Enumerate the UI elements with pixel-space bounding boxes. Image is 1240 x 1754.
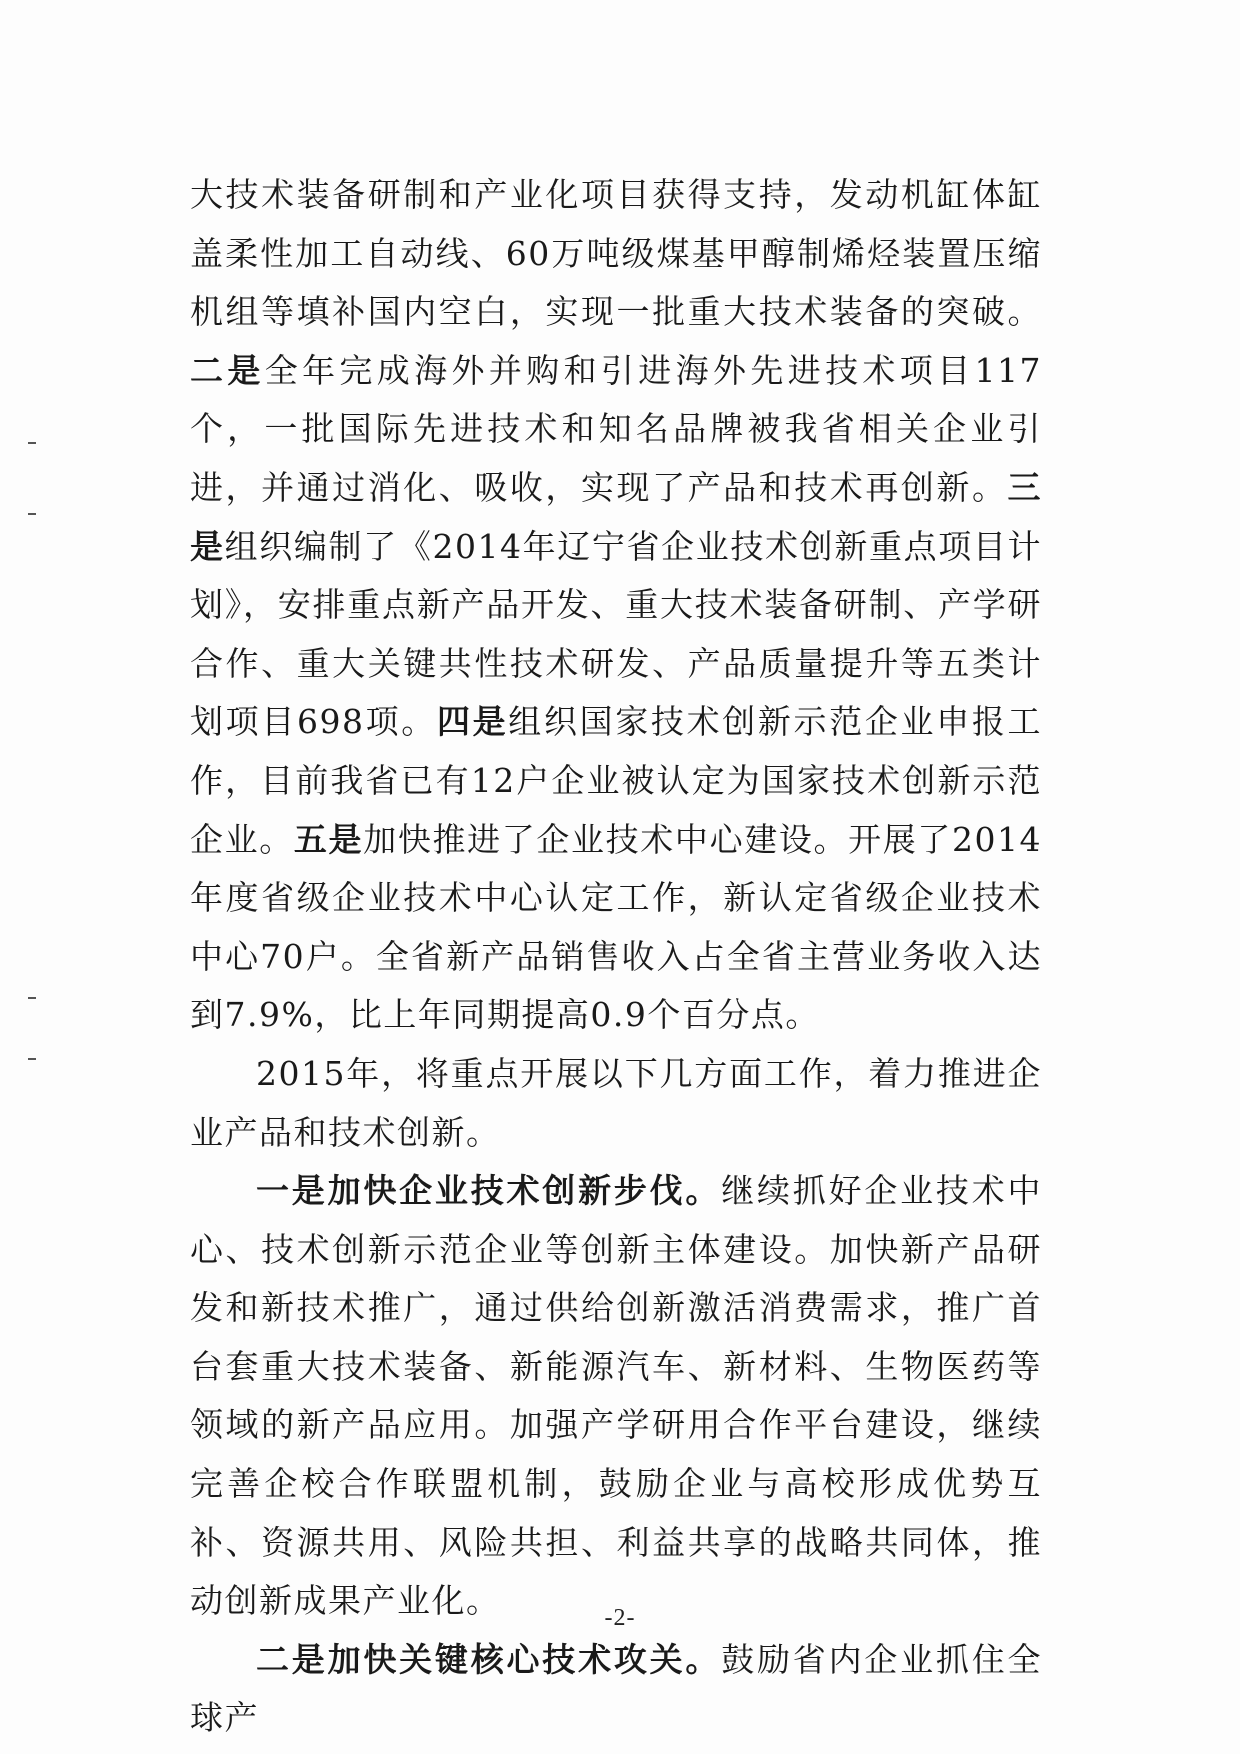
paragraph xyxy=(190,166,1042,1045)
text-run: 大技术装备研制和产业化项目获得支持，发动机缸体缸盖柔性加工自动线、60万吨级煤基甲醇制烯烃装置压缩机组等填补国内空白，实现一批重大技术装备的突破。 xyxy=(190,175,1042,332)
paragraph xyxy=(190,1045,1042,1162)
scan-margin-mark xyxy=(28,997,36,999)
scan-margin-mark xyxy=(28,1058,36,1060)
paragraph xyxy=(190,1162,1042,1631)
text-run: 鼓励省内企业抓住全球产 xyxy=(190,1639,1043,1738)
text-run: 2015年，将重点开展以下几方面工作，着力推进企业产品和技术创新。 xyxy=(190,1053,1042,1152)
scan-margin-mark xyxy=(28,513,36,515)
bold-heading-run: 三是 xyxy=(190,467,1042,566)
scan-margin-mark xyxy=(28,442,36,444)
bold-heading-run: 五是 xyxy=(293,819,364,859)
paragraph xyxy=(190,1631,1042,1748)
bold-heading-run: 四是 xyxy=(436,702,509,742)
page-number: -2- xyxy=(604,1605,636,1631)
text-run: 加快推进了企业技术中心建设。开展了2014年度省级企业技术中心认定工作，新认定省级企业技术中心70户。全省新产品销售收入占全省主营业务收入达到7.9%，比上年同期提高0.9个百分点。 xyxy=(190,819,1043,1035)
text-run: 继续抓好企业技术中心、技术创新示范企业等创新主体建设。加快新产品研发和新技术推广，通过供给创新激活消费需求，推广首台套重大技术装备、新能源汽车、新材料、生物医药等领域的新产品应用。加强产学研用合作平台建设，继续完善企校合作联盟机制，鼓励企业与高校形成优势互补、资源共用、风险共担、利益共享的战略共同体，推动创新成果产业化。 xyxy=(190,1171,1043,1621)
text-run: 全年完成海外并购和引进海外先进技术项目117个，一批国际先进技术和知名品牌被我省相关企业引进，并通过消化、吸收，实现了产品和技术再创新。 xyxy=(190,350,1042,507)
text-run: 组织国家技术创新示范企业申报工作，目前我省已有12户企业被认定为国家技术创新示范企业。 xyxy=(190,702,1043,859)
text-run: 组织编制了《2014年辽宁省企业技术创新重点项目计划》，安排重点新产品开发、重大技术装备研制、产学研合作、重大关键共性技术研发、产品质量提升等五类计划项目698项。 xyxy=(190,526,1043,742)
bold-heading-run: 二是 xyxy=(190,350,265,390)
bold-heading-run: 一是加快企业技术创新步伐。 xyxy=(256,1171,722,1211)
bold-heading-run: 二是加快关键核心技术攻关。 xyxy=(256,1639,722,1679)
document-body xyxy=(190,166,1042,1748)
